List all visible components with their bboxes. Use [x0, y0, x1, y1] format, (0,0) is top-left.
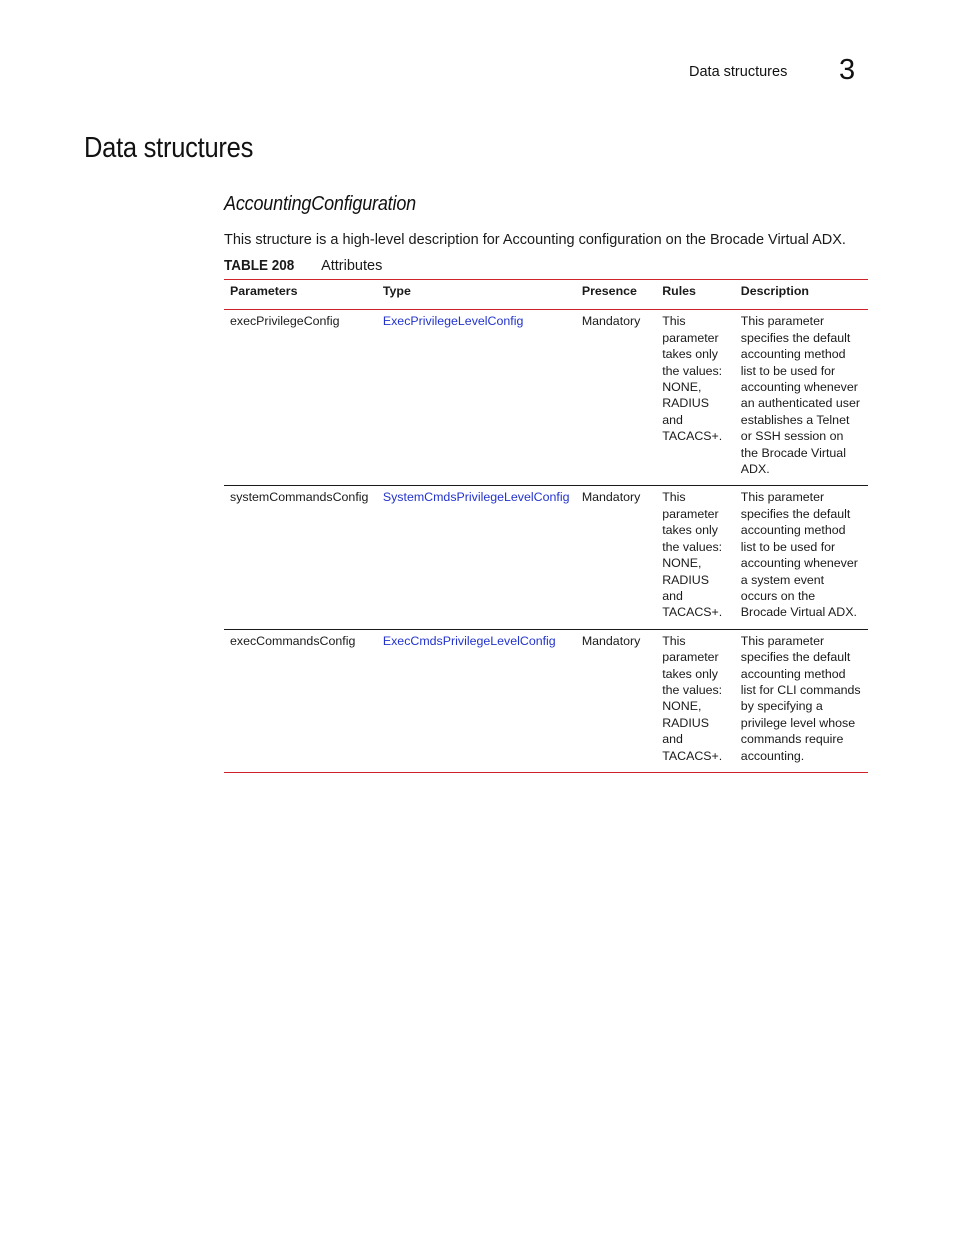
column-header-type: Type: [382, 284, 411, 298]
cell-presence: Mandatory: [581, 490, 641, 505]
table-number: TABLE 208: [224, 257, 295, 274]
cell-parameter: systemCommandsConfig: [230, 490, 369, 505]
cell-type-link[interactable]: ExecPrivilegeLevelConfig: [382, 314, 524, 329]
cell-description: This parameter specifies the default accounting method list to be used for accounting whenever an authenticated user establishes a Telnet or SSH session on the Brocade Virtual ADX.: [740, 314, 860, 477]
table-caption-text: Attributes: [321, 258, 383, 274]
cell-description: This parameter specifies the default accounting method list for CLI commands by specifying a privilege level whose commands require accounting.: [740, 633, 861, 763]
table-row: [224, 629, 868, 772]
table-row: [224, 486, 868, 629]
cell-presence: Mandatory: [581, 314, 641, 329]
cell-parameter: execCommandsConfig: [230, 633, 356, 648]
table-row: [224, 310, 868, 486]
column-header-rules: Rules: [662, 284, 696, 298]
column-header-parameters: Parameters: [230, 284, 298, 298]
column-header-description: Description: [740, 284, 809, 298]
section-intro: This structure is a high-level description for Accounting configuration on the Brocade Virtual ADX.: [224, 232, 846, 248]
cell-description: This parameter specifies the default accounting method list to be used for accounting whenever a system event occurs on the Brocade Virtual ADX.: [740, 490, 858, 620]
cell-type-link[interactable]: ExecCmdsPrivilegeLevelConfig: [382, 633, 556, 648]
attributes-table: [224, 279, 868, 773]
cell-type-link[interactable]: SystemCmdsPrivilegeLevelConfig: [382, 490, 570, 505]
table-header-row: [224, 280, 868, 310]
table-caption: [224, 257, 382, 274]
chapter-number: 3: [839, 54, 856, 86]
running-head-title: Data structures: [689, 64, 788, 80]
cell-rules: This parameter takes only the values: NONE, RADIUS and TACACS+.: [662, 633, 723, 763]
column-header-presence: Presence: [581, 284, 637, 298]
page-title: Data structures: [84, 132, 254, 164]
cell-presence: Mandatory: [581, 633, 641, 648]
cell-rules: This parameter takes only the values: NONE, RADIUS and TACACS+.: [662, 490, 723, 620]
cell-rules: This parameter takes only the values: NONE, RADIUS and TACACS+.: [662, 314, 723, 444]
cell-parameter: execPrivilegeConfig: [230, 314, 340, 329]
section-title: AccountingConfiguration: [224, 193, 416, 215]
